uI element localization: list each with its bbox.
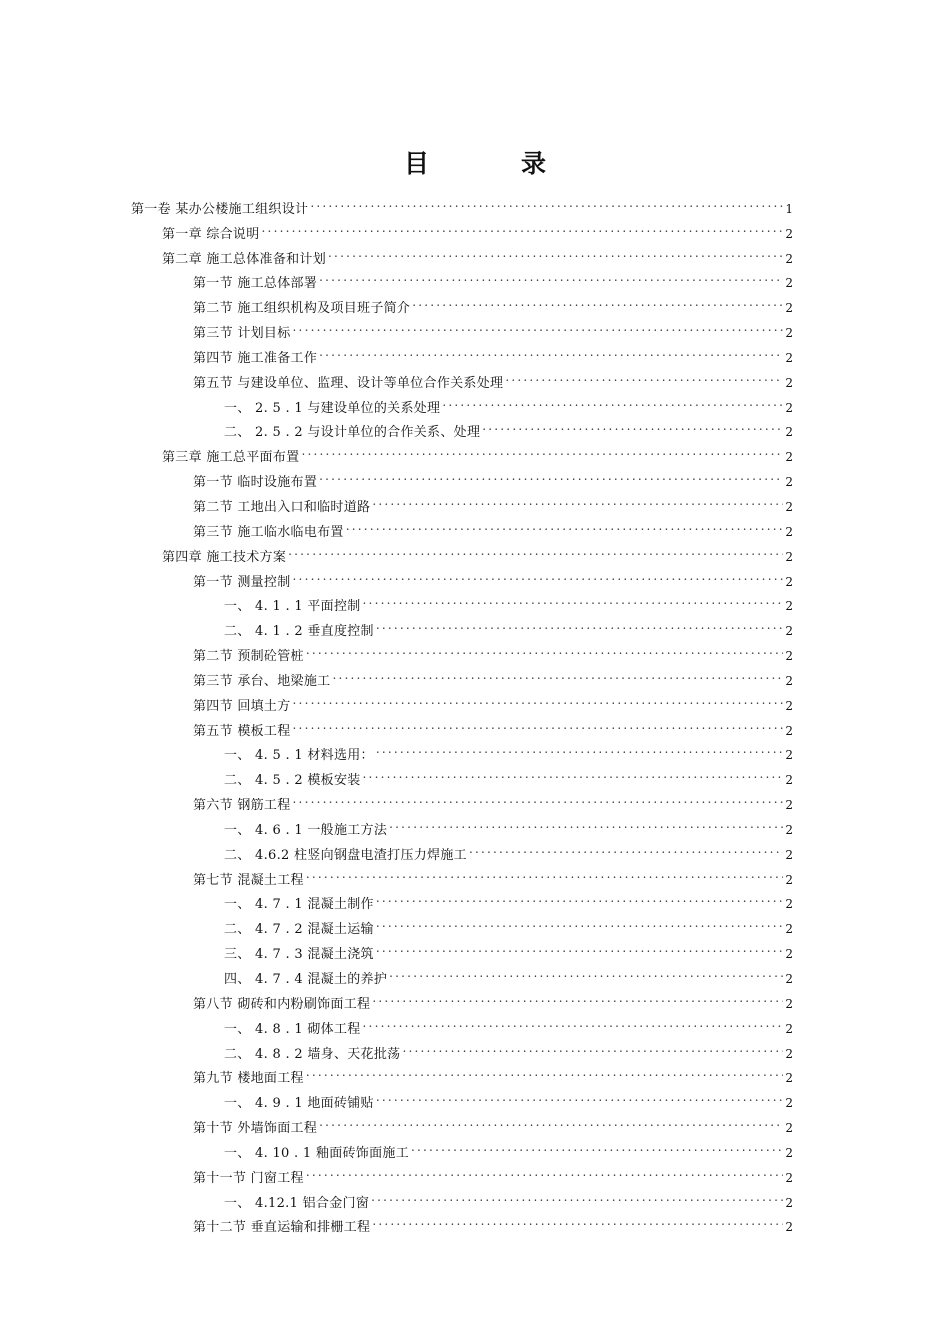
- toc-page-number: 2: [785, 996, 793, 1011]
- toc-page-number: 2: [785, 599, 793, 614]
- toc-page-number: 2: [785, 475, 793, 490]
- toc-dot-leader: [469, 834, 783, 859]
- toc-entry-title: 二、 4. 5 . 2 模板安装: [224, 773, 361, 789]
- toc-dot-leader: [376, 610, 783, 635]
- toc-dot-leader: [293, 685, 783, 710]
- toc-entry-title: 第四章 施工技术方案: [162, 549, 287, 565]
- toc-dot-leader: [293, 561, 783, 586]
- toc-page-number: 2: [785, 574, 793, 589]
- toc-entry-title: 一、 4.12.1 铝合金门窗: [224, 1195, 370, 1211]
- toc-entry-title: 第十节 外墙饰面工程: [193, 1121, 318, 1137]
- toc-entry-title: 第二章 施工总体准备和计划: [162, 251, 327, 267]
- toc-page-number: 2: [785, 251, 793, 266]
- toc-entry-title: 第二节 工地出入口和临时道路: [193, 499, 371, 515]
- toc-entry-title: 第四节 施工准备工作: [193, 350, 318, 366]
- toc-page-number: 2: [785, 1071, 793, 1086]
- toc-entry-title: 第二节 施工组织机构及项目班子简介: [193, 301, 411, 317]
- toc-dot-leader: [306, 1157, 783, 1182]
- toc-entry-title: 三、 4. 7 . 3 混凝土浇筑: [224, 947, 374, 963]
- toc-page-number: 2: [785, 276, 793, 291]
- toc-dot-leader: [376, 735, 783, 760]
- toc-entry-title: 二、 2. 5 . 2 与设计单位的合作关系、处理: [224, 425, 481, 441]
- toc-page-number: 2: [785, 524, 793, 539]
- toc-page-number: 2: [785, 723, 793, 738]
- toc-dot-leader: [376, 908, 783, 933]
- toc-dot-leader: [306, 1058, 783, 1083]
- toc-page-number: 2: [785, 847, 793, 862]
- page-title: [0, 144, 950, 184]
- toc-entry-title: 第七节 混凝土工程: [193, 872, 304, 888]
- title-char-right: 录: [521, 149, 547, 178]
- toc-entry-title: 一、 4. 8 . 1 砌体工程: [224, 1021, 361, 1037]
- toc-page-number: 2: [785, 450, 793, 465]
- toc-entry-title: 一、 4. 5 . 1 材料选用：: [224, 748, 374, 764]
- toc-entry-title: 第一卷 某办公楼施工组织设计: [131, 201, 309, 217]
- toc-entry-title: 第十一节 门窗工程: [193, 1170, 304, 1186]
- toc-dot-leader: [363, 759, 783, 784]
- toc-entry-title: 第一节 施工总体部署: [193, 276, 318, 292]
- toc-dot-leader: [372, 983, 783, 1008]
- toc-page-number: 2: [785, 922, 793, 937]
- toc-dot-leader: [319, 337, 783, 362]
- toc-page-number: 2: [785, 972, 793, 986]
- toc-entry-title: 第三章 施工总平面布置: [162, 450, 300, 466]
- toc-entry-title: 第三节 承台、地梁施工: [193, 673, 331, 689]
- toc-entry-title: 第一节 临时设施布置: [193, 475, 318, 491]
- toc-entry-title: 一、 2. 5 . 1 与建设单位的关系处理: [224, 400, 441, 416]
- toc-entry-title: 第一章 综合说明: [162, 226, 260, 242]
- toc-page-number: 2: [785, 499, 793, 514]
- toc-dot-leader: [262, 213, 783, 238]
- title-char-left: 目: [403, 149, 429, 178]
- toc-page-number: 2: [785, 350, 793, 365]
- toc-page-number: 2: [785, 798, 793, 813]
- table-of-contents: [131, 188, 793, 1236]
- toc-page-number: 1: [785, 201, 793, 216]
- toc-page-number: 2: [785, 549, 793, 564]
- toc-page-number: 2: [785, 1021, 793, 1036]
- toc-page-number: 2: [785, 326, 793, 341]
- toc-dot-leader: [372, 486, 783, 511]
- toc-entry-title: 第十二节 垂直运输和排栅工程: [193, 1220, 371, 1236]
- toc-page-number: 2: [785, 1145, 793, 1160]
- toc-entry-title: 第六节 钢筋工程: [193, 798, 291, 814]
- toc-dot-leader: [346, 511, 783, 536]
- toc-entry-title: 第九节 楼地面工程: [193, 1071, 304, 1087]
- toc-page-number: 2: [785, 425, 793, 440]
- toc-entry-title: 一、 4. 9 . 1 地面砖铺贴: [224, 1096, 374, 1112]
- toc-page-number: 2: [785, 947, 793, 962]
- toc-page-number: 2: [785, 1195, 793, 1210]
- toc-dot-leader: [363, 586, 783, 611]
- toc-dot-leader: [319, 461, 783, 486]
- toc-page-number: 2: [785, 773, 793, 788]
- toc-entry-title: 二、 4. 1 . 2 垂直度控制: [224, 624, 374, 640]
- toc-page-number: 2: [785, 624, 793, 639]
- toc-page-number: 2: [785, 822, 793, 837]
- toc-page-number: 2: [785, 748, 793, 763]
- toc-dot-leader: [442, 387, 783, 412]
- toc-dot-leader: [376, 933, 783, 958]
- toc-dot-leader: [371, 1182, 783, 1207]
- toc-entry-title: 第五节 模板工程: [193, 723, 291, 739]
- toc-dot-leader: [319, 263, 783, 288]
- toc-dot-leader: [376, 884, 783, 909]
- toc-page-number: 2: [785, 649, 793, 664]
- toc-entry-title: 第三节 施工临水临电布置: [193, 524, 344, 540]
- toc-entry-title: 一、 4. 7 . 1 混凝土制作: [224, 897, 374, 913]
- toc-page-number: 2: [785, 897, 793, 912]
- toc-dot-leader: [363, 1008, 783, 1033]
- toc-dot-leader: [301, 436, 783, 461]
- toc-dot-leader: [482, 412, 783, 437]
- toc-dot-leader: [332, 660, 783, 685]
- toc-page-number: 2: [785, 872, 793, 887]
- toc-dot-leader: [389, 958, 783, 983]
- toc-entry[interactable]: [131, 188, 793, 217]
- toc-page-number: 2: [785, 1220, 793, 1235]
- toc-page-number: 2: [785, 301, 793, 316]
- toc-entry-title: 二、 4.6.2 柱竖向钢盘电渣打压力焊施工: [224, 847, 467, 863]
- toc-dot-leader: [319, 1107, 783, 1132]
- toc-page-number: 2: [785, 226, 793, 241]
- toc-dot-leader: [389, 809, 783, 834]
- toc-page-number: 2: [785, 375, 793, 390]
- toc-dot-leader: [293, 312, 783, 337]
- toc-entry-title: 一、 4. 1 . 1 平面控制: [224, 599, 361, 615]
- toc-entry-title: 四、 4. 7 . 4 混凝土的养护: [224, 972, 388, 987]
- toc-page-number: 2: [785, 698, 793, 713]
- toc-dot-leader: [372, 1207, 783, 1232]
- toc-entry-title: 第一节 测量控制: [193, 574, 291, 590]
- toc-dot-leader: [310, 188, 783, 213]
- toc-entry-title: 一、 4. 6 . 1 一般施工方法: [224, 822, 388, 838]
- toc-entry-title: 第三节 计划目标: [193, 326, 291, 342]
- toc-dot-leader: [288, 536, 783, 561]
- toc-page-number: 2: [785, 400, 793, 415]
- toc-entry-title: 第二节 预制砼管桩: [193, 649, 304, 665]
- toc-dot-leader: [412, 287, 783, 312]
- toc-entry-title: 第八节 砌砖和内粉刷饰面工程: [193, 996, 371, 1012]
- toc-page-number: 2: [785, 1096, 793, 1111]
- toc-dot-leader: [505, 362, 783, 387]
- toc-entry-title: 第四节 回填土方: [193, 698, 291, 714]
- toc-page-number: 2: [785, 673, 793, 688]
- toc-dot-leader: [293, 784, 783, 809]
- toc-dot-leader: [376, 1082, 783, 1107]
- toc-entry-title: 第五节 与建设单位、监理、设计等单位合作关系处理: [193, 375, 504, 391]
- toc-page-number: 2: [785, 1121, 793, 1136]
- toc-entry-title: 二、 4. 8 . 2 墙身、天花批荡: [224, 1046, 401, 1062]
- toc-dot-leader: [306, 635, 783, 660]
- toc-page-number: 2: [785, 1046, 793, 1061]
- toc-dot-leader: [328, 238, 783, 263]
- toc-entry-title: 二、 4. 7 . 2 混凝土运输: [224, 922, 374, 938]
- toc-dot-leader: [306, 859, 783, 884]
- toc-dot-leader: [402, 1033, 783, 1058]
- toc-dot-leader: [411, 1132, 783, 1157]
- toc-page-number: 2: [785, 1170, 793, 1185]
- toc-entry-title: 一、 4. 10 . 1 釉面砖饰面施工: [224, 1145, 410, 1161]
- toc-dot-leader: [293, 710, 783, 735]
